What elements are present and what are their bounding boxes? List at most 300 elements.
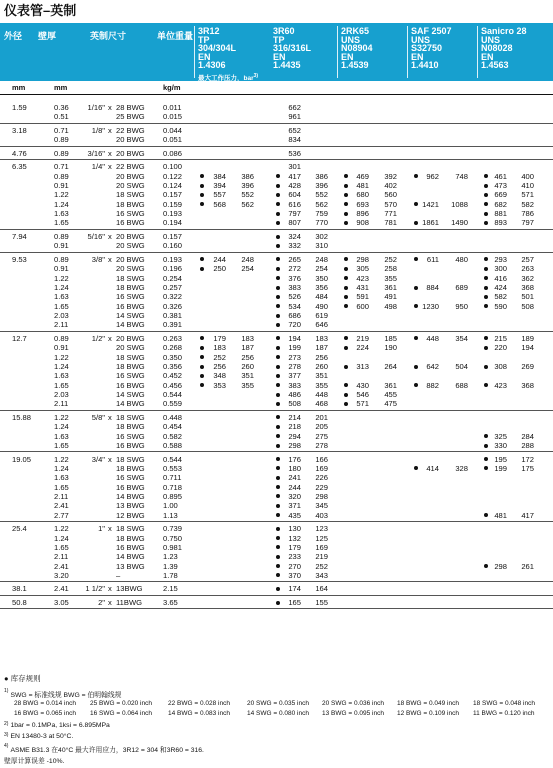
cell-gauge: 18 SWG: [116, 190, 145, 200]
stock-dot: [276, 513, 280, 517]
cell-en-pressure: 435: [288, 510, 301, 520]
cell-en-pressure: 244: [213, 254, 226, 264]
cell-en-pressure: 591: [356, 292, 369, 302]
stock-dot: [276, 504, 280, 508]
note-4: $^{4)}$ASME B31.3 在40°C 最大许用应力，3R12 = 304 和3R60 = 316.: [4, 743, 204, 754]
table-row: [0, 552, 553, 561]
cell-weight: 0.553: [163, 463, 183, 473]
stock-dot: [200, 184, 204, 188]
unit-kgm: kg/m: [163, 83, 181, 92]
stock-dot: [276, 365, 280, 369]
grade-header-l1: SAF 2507: [411, 26, 452, 36]
cell-gauge: 11BWG: [116, 598, 143, 607]
cell-weight: 0.194: [163, 218, 183, 228]
stock-dot: [200, 174, 204, 178]
cell-asme-pressure: 552: [315, 190, 328, 200]
cell-en-pressure: 219: [356, 333, 369, 343]
cell-en-pressure: 199: [288, 343, 301, 353]
cell-gauge: 16 SWG: [116, 431, 145, 441]
cell-asme-pressure: 689: [455, 282, 468, 292]
cell-weight: 0.015: [163, 112, 183, 122]
cell-en-pressure: 371: [288, 501, 301, 511]
stock-dot: [276, 286, 280, 290]
cell-x: x: [108, 598, 112, 607]
cell-weight: 0.544: [163, 454, 183, 464]
grade-header-l4: EN: [341, 51, 354, 62]
stock-dot: [344, 221, 348, 225]
stock-dot: [344, 383, 348, 387]
stock-dot: [200, 383, 204, 387]
cell-wall: 0.51: [54, 112, 69, 122]
stock-dot: [276, 402, 280, 406]
group-separator: [0, 229, 553, 230]
cell-gauge: 18 BWG: [116, 361, 145, 371]
cell-en-pressure: 882: [426, 380, 439, 390]
cell-asme-pressure: 361: [384, 380, 397, 390]
table-row: [0, 353, 553, 362]
cell-asme-pressure: 786: [521, 209, 534, 219]
stock-dot: [484, 295, 488, 299]
stock-dot: [344, 267, 348, 271]
cell-asme-pressure: 175: [521, 463, 534, 473]
header-wall: 壁厚: [38, 31, 57, 41]
cell-en-pressure: 244: [288, 482, 301, 492]
cell-asme-pressure: 552: [241, 190, 254, 200]
cell-en-pressure: 1861: [422, 218, 439, 228]
cell-asme-pressure: 448: [315, 390, 328, 399]
stock-dot: [484, 174, 488, 178]
table-row: [0, 283, 553, 292]
cell-wall: 2.77: [54, 510, 69, 520]
stock-dot: [276, 346, 280, 350]
cell-en-pressure: 370: [288, 570, 301, 580]
cell-wall: 0.91: [54, 343, 69, 353]
cell-en-pressure: 132: [288, 533, 301, 543]
cell-wall: 0.91: [54, 181, 69, 191]
cell-asme-pressure: 368: [521, 282, 534, 292]
stock-dot: [414, 174, 418, 178]
cell-asme-pressure: 562: [241, 199, 254, 209]
stock-dot: [200, 365, 204, 369]
cell-en-pressure: 174: [288, 584, 301, 594]
unit-row: [0, 83, 553, 94]
cell-en-pressure: 298: [494, 561, 507, 571]
cell-asme-pressure: 257: [521, 254, 534, 264]
cell-asme-pressure: 264: [384, 361, 397, 371]
cell-en-pressure: 394: [213, 181, 226, 191]
stock-dot: [344, 402, 348, 406]
cell-weight: 0.454: [163, 422, 183, 432]
cell-asme-pressure: 1088: [451, 199, 468, 209]
cell-gauge: 14 BWG: [116, 320, 145, 330]
header-asme: ASME: [314, 80, 338, 89]
header-asme: ASME: [380, 80, 404, 89]
cell-wall: 1.63: [54, 431, 69, 441]
cell-gauge: 20 BWG: [116, 254, 145, 264]
cell-weight: 0.356: [163, 361, 183, 371]
cell-weight: 2.15: [163, 584, 178, 594]
cell-asme-pressure: 781: [384, 218, 397, 228]
cell-gauge: –: [116, 570, 121, 580]
cell-wall: 1.63: [54, 473, 69, 483]
cell-en-pressure: 423: [494, 380, 507, 390]
table-row: [0, 320, 553, 329]
page-title: 仪表管–英制: [4, 3, 77, 18]
cell-en-pressure: 486: [288, 390, 301, 399]
cell-gauge: 16 SWG: [116, 292, 145, 302]
cell-en-pressure: 807: [288, 218, 301, 228]
swg-conversion: 13 BWG = 0.095 inch: [322, 710, 384, 717]
cell-wall: 1.24: [54, 361, 69, 371]
cell-gauge: 18 BWG: [116, 199, 145, 209]
cell-asme-pressure: 356: [315, 282, 328, 292]
cell-asme-pressure: 248: [315, 254, 328, 264]
cell-asme-pressure: 229: [315, 482, 328, 492]
cell-en-pressure: 604: [288, 190, 301, 200]
grade-header-l1: 3R12: [198, 26, 220, 36]
cell-weight: 0.044: [163, 125, 183, 135]
cell-asme-pressure: 343: [315, 570, 328, 580]
cell-asme-pressure: 748: [455, 171, 468, 181]
cell-fraction: 5/8": [91, 412, 105, 422]
cell-asme-pressure: 410: [521, 181, 534, 191]
cell-en-pressure: 424: [494, 282, 507, 292]
stock-dot: [200, 336, 204, 340]
header-en: EN: [427, 80, 439, 89]
cell-en-pressure: 293: [494, 254, 507, 264]
cell-weight: 0.452: [163, 371, 183, 381]
stock-dot: [276, 202, 280, 206]
table-row: [0, 473, 553, 482]
cell-wall: 3.20: [54, 570, 69, 580]
cell-gauge: 16 BWG: [116, 218, 145, 228]
stock-dot: [276, 601, 280, 605]
cell-en-pressure: 241: [288, 473, 301, 483]
cell-wall: 2.11: [54, 491, 69, 501]
cell-en-pressure: 797: [288, 209, 301, 219]
stock-dot: [276, 545, 280, 549]
header-pressure: 最大工作压力，bar$^{3)}$: [198, 73, 259, 83]
stock-dot: [484, 466, 488, 470]
cell-wall: 0.89: [54, 254, 69, 264]
cell-od: 9.53: [12, 254, 27, 264]
cell-wall: 2.03: [54, 390, 69, 399]
group-separator: [0, 123, 553, 124]
stock-dot: [484, 513, 488, 517]
cell-asme-pressure: 504: [455, 361, 468, 371]
cell-wall: 2.11: [54, 552, 69, 562]
cell-asme-pressure: 187: [315, 343, 328, 353]
stock-dot: [344, 193, 348, 197]
cell-asme-pressure: 560: [384, 190, 397, 200]
cell-asme-pressure: 797: [521, 218, 534, 228]
cell-asme-pressure: 248: [241, 254, 254, 264]
cell-asme-pressure: 688: [455, 380, 468, 390]
table-row: [0, 441, 553, 450]
grade-header-l5: 1.4435: [273, 60, 301, 71]
stock-dot: [344, 286, 348, 290]
cell-asme-pressure: 278: [315, 440, 328, 450]
cell-en-pressure: 325: [494, 431, 507, 441]
group-separator: [0, 146, 553, 147]
cell-wall: 1.22: [54, 454, 69, 464]
grade-header-l1: 3R60: [273, 26, 295, 36]
cell-asme-pressure: 189: [521, 333, 534, 343]
cell-gauge: 18 SWG: [116, 273, 145, 283]
cell-en-pressure: 384: [213, 171, 226, 181]
cell-wall: 2.41: [54, 584, 69, 594]
stock-dot: [200, 257, 204, 261]
grade-header-l3: S32750: [411, 43, 443, 54]
cell-wall: 1.24: [54, 282, 69, 292]
table-row: [0, 399, 553, 408]
cell-gauge: 20 SWG: [116, 241, 145, 251]
cell-asme-pressure: 490: [315, 301, 328, 311]
cell-weight: 0.544: [163, 390, 183, 399]
cell-asme-pressure: 205: [315, 422, 328, 432]
cell-asme-pressure: 498: [384, 301, 397, 311]
stock-dot: [484, 193, 488, 197]
cell-asme-pressure: 355: [384, 273, 397, 283]
cell-od: 7.94: [12, 232, 27, 241]
stock-dot: [484, 336, 488, 340]
cell-asme-pressure: 950: [455, 301, 468, 311]
cell-wall: 0.71: [54, 162, 69, 172]
stock-dot: [276, 415, 280, 419]
cell-weight: 0.100: [163, 162, 183, 172]
cell-wall: 1.24: [54, 533, 69, 543]
cell-gauge: 18 SWG: [116, 524, 145, 534]
cell-gauge: 20 BWG: [116, 135, 145, 145]
cell-asme-pressure: 194: [521, 343, 534, 353]
stock-dot: [276, 383, 280, 387]
cell-fraction: 1/4": [91, 162, 105, 172]
cell-en-pressure: 1230: [422, 301, 439, 311]
grade-header-l5: 1.4306: [198, 60, 226, 71]
stock-dot: [344, 184, 348, 188]
cell-en-pressure: 423: [356, 273, 369, 283]
stock-dot: [414, 466, 418, 470]
stock-dot: [276, 174, 280, 178]
stock-dot: [484, 221, 488, 225]
group-separator: [0, 410, 553, 411]
cell-x: x: [108, 103, 112, 112]
cell-wall: 1.65: [54, 380, 69, 390]
stock-dot: [344, 295, 348, 299]
cell-asme-pressure: 183: [241, 333, 254, 343]
cell-en-pressure: 962: [426, 171, 439, 181]
stock-dot: [276, 221, 280, 225]
cell-asme-pressure: 355: [241, 380, 254, 390]
stock-dot: [276, 485, 280, 489]
cell-wall: 2.03: [54, 311, 69, 320]
cell-asme-pressure: 402: [384, 181, 397, 191]
stock-dot: [276, 244, 280, 248]
header-size: 英制尺寸: [90, 31, 127, 41]
cell-wall: 0.89: [54, 135, 69, 145]
cell-gauge: 13 BWG: [116, 561, 145, 571]
cell-gauge: 22 BWG: [116, 162, 145, 172]
cell-asme-pressure: 190: [384, 343, 397, 353]
cell-gauge: 18 SWG: [116, 352, 145, 362]
stock-dot: [276, 494, 280, 498]
stock-dot: [276, 536, 280, 540]
cell-asme-pressure: 260: [241, 361, 254, 371]
cell-asme-pressure: 475: [384, 399, 397, 409]
cell-weight: 0.711: [163, 473, 182, 483]
cell-od: 19.05: [12, 454, 32, 464]
cell-gauge: 14 BWG: [116, 491, 145, 501]
cell-asme-pressure: 351: [241, 371, 254, 381]
cell-asme-pressure: 256: [315, 352, 328, 362]
cell-wall: 1.65: [54, 440, 69, 450]
cell-asme-pressure: 166: [315, 454, 328, 464]
stock-dot: [276, 555, 280, 559]
table-row: [0, 371, 553, 380]
cell-en-pressure: 536: [288, 148, 301, 158]
cell-en-pressure: 582: [494, 292, 507, 302]
cell-wall: 2.41: [54, 501, 69, 511]
cell-asme-pressure: 386: [241, 171, 254, 181]
swg-conversion: 25 BWG = 0.020 inch: [90, 700, 152, 707]
swg-conversion: 20 SWG = 0.036 inch: [322, 700, 384, 707]
cell-asme-pressure: 1490: [451, 218, 468, 228]
stock-dot: [484, 434, 488, 438]
cell-weight: 0.739: [163, 524, 183, 534]
table-row: [0, 562, 553, 571]
cell-gauge: 14 BWG: [116, 399, 145, 409]
cell-en-pressure: 416: [494, 273, 507, 283]
table-row: [0, 255, 553, 264]
cell-asme-pressure: 355: [315, 380, 328, 390]
cell-gauge: 13 BWG: [116, 501, 145, 511]
header-od: 外径: [4, 31, 23, 41]
cell-asme-pressure: 582: [521, 199, 534, 209]
cell-en-pressure: 908: [356, 218, 369, 228]
cell-od: 3.18: [12, 125, 27, 135]
cell-en-pressure: 183: [213, 343, 226, 353]
cell-fraction: 3/8": [91, 254, 105, 264]
table-row: [0, 334, 553, 343]
grade-header-l2: UNS: [411, 34, 431, 45]
cell-fraction: 3/4": [91, 454, 105, 464]
cell-en-pressure: 305: [356, 264, 369, 274]
stock-dot: [484, 276, 488, 280]
note-5: 壁厚计算误差 -10%.: [4, 758, 65, 765]
cell-weight: 0.086: [163, 148, 183, 158]
header-en3: EN$^{3)}$: [214, 82, 230, 92]
cell-en-pressure: 165: [288, 598, 301, 607]
cell-x: x: [108, 232, 112, 241]
cell-en-pressure: 884: [426, 282, 439, 292]
cell-weight: 1.39: [163, 561, 178, 571]
group-separator: [0, 581, 553, 582]
cell-en-pressure: 469: [356, 171, 369, 181]
cell-wall: 1.63: [54, 371, 69, 381]
table-row: [0, 422, 553, 431]
cell-weight: 0.588: [163, 440, 183, 450]
cell-gauge: 20 BWG: [116, 232, 145, 241]
cell-en-pressure: 546: [356, 390, 369, 399]
stock-dot: [276, 212, 280, 216]
cell-gauge: 18 BWG: [116, 533, 145, 543]
table-row: [0, 492, 553, 501]
cell-gauge: 16 BWG: [116, 482, 145, 492]
stock-dot: [200, 374, 204, 378]
cell-en-pressure: 481: [356, 181, 369, 191]
swg-conversion: 22 BWG = 0.028 inch: [168, 700, 230, 707]
table-row: [0, 302, 553, 311]
table-row: [0, 511, 553, 520]
cell-weight: 0.124: [163, 181, 183, 191]
cell-asme-pressure: 284: [521, 431, 534, 441]
stock-dot: [276, 573, 280, 577]
cell-en-pressure: 273: [288, 352, 301, 362]
table-row: [0, 274, 553, 283]
cell-asme-pressure: 169: [315, 463, 328, 473]
header-en: EN: [290, 80, 302, 89]
stock-dot: [414, 257, 418, 261]
cell-en-pressure: 720: [288, 320, 301, 330]
cell-weight: 1.00: [163, 501, 178, 511]
table-row: [0, 413, 553, 422]
stock-dot: [484, 184, 488, 188]
unit-mm-wall: mm: [54, 83, 68, 92]
note-1: $^{1)}$SWG = 标准线规 BWG = 伯明翰线规: [4, 688, 122, 699]
cell-en-pressure: 896: [356, 209, 369, 219]
grade-header-l5: 1.4410: [411, 60, 439, 71]
cell-weight: 1.23: [163, 552, 178, 562]
grade-header-l4: EN: [273, 51, 286, 62]
cell-asme-pressure: 501: [521, 292, 534, 302]
stock-dot: [276, 476, 280, 480]
cell-asme-pressure: 310: [315, 241, 328, 251]
cell-en-pressure: 294: [288, 431, 301, 441]
cell-wall: 1.63: [54, 292, 69, 302]
cell-gauge: 16 SWG: [116, 473, 145, 483]
stock-dot: [276, 444, 280, 448]
cell-asme-pressure: 298: [315, 491, 328, 501]
cell-asme-pressure: 491: [384, 292, 397, 302]
cell-en-pressure: 256: [213, 361, 226, 371]
cell-gauge: 16 SWG: [116, 371, 145, 381]
grade-header-l2: UNS: [341, 34, 361, 45]
group-separator: [0, 595, 553, 596]
cell-gauge: 16 BWG: [116, 542, 145, 552]
cell-wall: 1.22: [54, 273, 69, 283]
cell-en-pressure: 176: [288, 454, 301, 464]
cell-asme-pressure: 164: [315, 584, 328, 594]
cell-en-pressure: 616: [288, 199, 301, 209]
cell-en-pressure: 428: [288, 181, 301, 191]
cell-wall: 0.89: [54, 171, 69, 181]
stock-dot: [414, 383, 418, 387]
cell-gauge: 13BWG: [116, 584, 143, 594]
cell-en-pressure: 590: [494, 301, 507, 311]
cell-asme-pressure: 362: [521, 273, 534, 283]
cell-en-pressure: 686: [288, 311, 301, 320]
cell-en-pressure: 179: [213, 333, 226, 343]
cell-asme-pressure: 770: [315, 218, 328, 228]
cell-weight: 0.159: [163, 199, 183, 209]
stock-dot: [344, 174, 348, 178]
cell-en-pressure: 301: [288, 162, 301, 172]
cell-asme-pressure: 455: [384, 390, 397, 399]
cell-wall: 1.63: [54, 209, 69, 219]
table-row: [0, 598, 553, 607]
stock-dot: [276, 323, 280, 327]
cell-asme-pressure: 123: [315, 524, 328, 534]
